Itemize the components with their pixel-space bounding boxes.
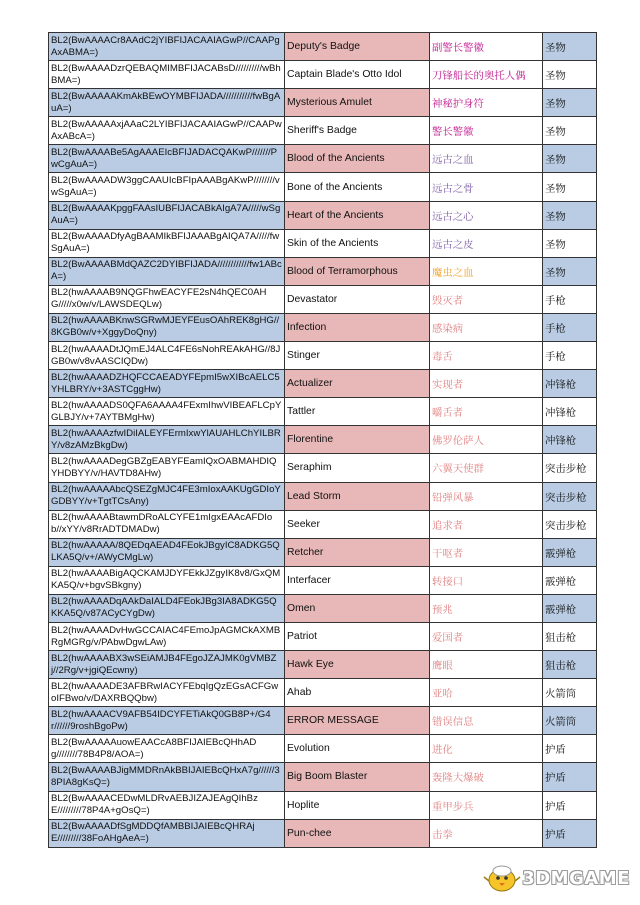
table-row [49, 735, 597, 763]
type-cell: 圣物 [543, 257, 597, 285]
name-cell: Tattler [285, 398, 430, 426]
chinese-name-cell: 追求者 [430, 510, 543, 538]
name-cell: Deputy's Badge [285, 33, 430, 61]
chinese-name-cell: 神秘护身符 [430, 89, 543, 117]
chinese-name-cell: 远古之血 [430, 145, 543, 173]
name-cell: Heart of the Ancients [285, 201, 430, 229]
table-row [49, 257, 597, 285]
chinese-name-cell: 毒舌 [430, 342, 543, 370]
code-cell: BL2(hwAAAADqAAkDaIALD4FEokJBg3IA8ADKG5QKKA5Q/v87ACyCYgDw) [49, 594, 285, 622]
chinese-name-cell: 预兆 [430, 594, 543, 622]
table-row [49, 61, 597, 89]
type-cell: 冲锋枪 [543, 426, 597, 454]
table-row [49, 594, 597, 622]
name-cell: Evolution [285, 735, 430, 763]
type-cell: 手枪 [543, 285, 597, 313]
name-cell: Hawk Eye [285, 651, 430, 679]
chinese-name-cell: 击拳 [430, 819, 543, 847]
code-cell: BL2(BwAAAABe5AgAAAEIcBFIJADACQAKwP///////PwCgAuA=) [49, 145, 285, 173]
type-cell: 护盾 [543, 735, 597, 763]
name-cell: Patriot [285, 622, 430, 650]
code-cell: BL2(BwAAAADfyAgBAAMIkBFIJAAABgAIQA7A/////fwSgAuA=) [49, 229, 285, 257]
name-cell: Big Boom Blaster [285, 763, 430, 791]
type-cell: 狙击枪 [543, 622, 597, 650]
type-cell: 圣物 [543, 89, 597, 117]
chinese-name-cell: 远古之骨 [430, 173, 543, 201]
name-cell: Infection [285, 313, 430, 341]
name-cell: Seraphim [285, 454, 430, 482]
table-row [49, 679, 597, 707]
chinese-name-cell: 远古之皮 [430, 229, 543, 257]
table-row [49, 510, 597, 538]
chinese-name-cell: 亚哈 [430, 679, 543, 707]
code-cell: BL2(BwAAAADW3ggCAAUIcBFIpAAABgAKwP////////vwSgAuA=) [49, 173, 285, 201]
table-row [49, 342, 597, 370]
code-cell: BL2(BwAAAABMdQAZC2DYIBFIJADA////////////fw1ABcA=) [49, 257, 285, 285]
code-cell: BL2(BwAAAADzrQEBAQMIMBFIJACABsD//////////wBhBMA=) [49, 61, 285, 89]
type-cell: 圣物 [543, 33, 597, 61]
name-cell: Omen [285, 594, 430, 622]
table-row [49, 89, 597, 117]
type-cell: 圣物 [543, 229, 597, 257]
name-cell: Retcher [285, 538, 430, 566]
name-cell: Actualizer [285, 370, 430, 398]
chinese-name-cell: 轰隆大爆破 [430, 763, 543, 791]
code-cell: BL2(hwAAAABX3wSEiAMJB4FEgoJZAJMK0gVMBZj//2Rg/v+jgiQEcwny) [49, 651, 285, 679]
name-cell: Skin of the Ancients [285, 229, 430, 257]
name-cell: Ahab [285, 679, 430, 707]
table-row [49, 285, 597, 313]
name-cell: Pun-chee [285, 819, 430, 847]
table-row [49, 145, 597, 173]
name-cell: Devastator [285, 285, 430, 313]
table-row [49, 426, 597, 454]
name-cell: Florentine [285, 426, 430, 454]
watermark-text: 3DMGAME [522, 867, 630, 889]
chinese-name-cell: 铅弹风暴 [430, 482, 543, 510]
chinese-name-cell: 干呕者 [430, 538, 543, 566]
type-cell: 手枪 [543, 342, 597, 370]
chick-logo-icon [482, 863, 522, 893]
code-cell: BL2(hwAAAAB9NQGFhwEACYFE2sN4hQEC0AHG/////x0w/v/LAWSDEQLw) [49, 285, 285, 313]
chinese-name-cell: 六翼天使群 [430, 454, 543, 482]
code-cell: BL2(hwAAAAA/8QEDqAEAD4FEokJBgyIC8ADKG5QLKA5Q/v+/AWyCMgLw) [49, 538, 285, 566]
code-cell: BL2(BwAAAAKpggFAAsIUBFIJACABkAIgA7A/////wSgAuA=) [49, 201, 285, 229]
code-cell: BL2(hwAAAABtawmDRoALCYFE1mIgxEAAcAFDIob//xYY/v8RrADTDMADw) [49, 510, 285, 538]
name-cell: Lead Storm [285, 482, 430, 510]
chinese-name-cell: 毁灭者 [430, 285, 543, 313]
type-cell: 冲锋枪 [543, 398, 597, 426]
table-row [49, 201, 597, 229]
code-table [48, 32, 597, 848]
chinese-name-cell: 警长警徽 [430, 117, 543, 145]
code-cell: BL2(hwAAAABKnwSGRwMJEYFEusOAhREK8gHG//8KGB0w/v+XggyDoQny) [49, 313, 285, 341]
table-row [49, 398, 597, 426]
table-row [49, 229, 597, 257]
code-cell: BL2(BwAAAADfSgMDDQfAMBBIJAIEBcQHRAjE/////////38FoAHgAeA=) [49, 819, 285, 847]
type-cell: 突击步枪 [543, 454, 597, 482]
type-cell: 突击步枪 [543, 482, 597, 510]
table-row [49, 707, 597, 735]
chinese-name-cell: 错误信息 [430, 707, 543, 735]
chinese-name-cell: 佛罗伦萨人 [430, 426, 543, 454]
type-cell: 手枪 [543, 313, 597, 341]
table-row [49, 791, 597, 819]
code-table-body [49, 33, 597, 848]
code-cell: BL2(hwAAAADvHwGCCAIAC4FEmoJpAGMCkAXMBRgMGRg/v/PAbwDgwLAw) [49, 622, 285, 650]
table-row [49, 454, 597, 482]
type-cell: 护盾 [543, 819, 597, 847]
name-cell: Interfacer [285, 566, 430, 594]
chinese-name-cell: 重甲步兵 [430, 791, 543, 819]
name-cell: Bone of the Ancients [285, 173, 430, 201]
chinese-name-cell: 远古之心 [430, 201, 543, 229]
code-cell: BL2(hwAAAADZHQFCCAEADYFEpmI5wXIBcAELC5YHLBRY/v+3ASTCggHw) [49, 370, 285, 398]
type-cell: 冲锋枪 [543, 370, 597, 398]
chinese-name-cell: 刀锋船长的奥托人偶 [430, 61, 543, 89]
code-cell: BL2(BwAAAAAKmAkBEwOYMBFIJADA///////////fwBgAuA=) [49, 89, 285, 117]
code-cell: BL2(BwAAAACr8AAdC2jYIBFIJACAAIAGwP//CAAPgAxABMA=) [49, 33, 285, 61]
code-cell: BL2(hwAAAAAbcQSEZgMJC4FE3mIoxAAKUgGDIoYGDBYY/v+TgtTCsAny) [49, 482, 285, 510]
table-row [49, 819, 597, 847]
type-cell: 突击步枪 [543, 510, 597, 538]
type-cell: 圣物 [543, 61, 597, 89]
name-cell: Blood of Terramorphous [285, 257, 430, 285]
table-row [49, 651, 597, 679]
type-cell: 霰弹枪 [543, 566, 597, 594]
table-row [49, 313, 597, 341]
type-cell: 火箭筒 [543, 679, 597, 707]
chinese-name-cell: 嚼舌者 [430, 398, 543, 426]
type-cell: 护盾 [543, 763, 597, 791]
code-cell: BL2(BwAAAABJigMMDRnAkBBIJAIEBcQHxA7g//////38PIA8gKsQ=) [49, 763, 285, 791]
name-cell: Mysterious Amulet [285, 89, 430, 117]
code-cell: BL2(hwAAAAzfwIDiIALEYFErmIxwYlAUAHLChYILBRY/v8zAMzBkgDw) [49, 426, 285, 454]
chinese-name-cell: 魔虫之血 [430, 257, 543, 285]
code-cell: BL2(hwAAAADtJQmEJ4ALC4FE6sNohREAkAHG//8JGB0w/v8vAASCIQDw) [49, 342, 285, 370]
type-cell: 霰弹枪 [543, 594, 597, 622]
code-cell: BL2(hwAAAADS0QFA6AAAA4FExmIhwVIBEAFLCpYGLBJY/v+7AYTBMgHw) [49, 398, 285, 426]
code-cell: BL2(hwAAAADegGBZgEABYFEamIQxOABMAHDIQYHDBYY/v/HAVTD8AHw) [49, 454, 285, 482]
code-cell: BL2(BwAAAAAuowEAACcA8BFIJAIEBcQHhADg////////78B4P8/AOA=) [49, 735, 285, 763]
table-row [49, 763, 597, 791]
name-cell: Sheriff's Badge [285, 117, 430, 145]
code-cell: BL2(BwAAAACEDwMLDRvAEBJIZAJEAgQIhBzE/////////78P4A+gOsQ=) [49, 791, 285, 819]
watermark [482, 863, 630, 893]
type-cell: 圣物 [543, 201, 597, 229]
name-cell: Blood of the Ancients [285, 145, 430, 173]
table-row [49, 482, 597, 510]
table-row [49, 33, 597, 61]
chinese-name-cell: 副警长警徽 [430, 33, 543, 61]
type-cell: 护盾 [543, 791, 597, 819]
name-cell: Hoplite [285, 791, 430, 819]
name-cell: ERROR MESSAGE [285, 707, 430, 735]
code-cell: BL2(hwAAAADE3AFBRwIACYFEbqIgQzEGsACFGwoIFBwo/v/DAXRBQQbw) [49, 679, 285, 707]
chinese-name-cell: 转接口 [430, 566, 543, 594]
type-cell: 狙击枪 [543, 651, 597, 679]
type-cell: 火箭筒 [543, 707, 597, 735]
type-cell: 圣物 [543, 117, 597, 145]
name-cell: Captain Blade's Otto Idol [285, 61, 430, 89]
chinese-name-cell: 实现者 [430, 370, 543, 398]
chinese-name-cell: 感染病 [430, 313, 543, 341]
table-row [49, 370, 597, 398]
name-cell: Seeker [285, 510, 430, 538]
code-cell: BL2(BwAAAAAxjAAaC2LYIBFIJACAAIAGwP//CAAPwAxABcA=) [49, 117, 285, 145]
chinese-name-cell: 鹰眼 [430, 651, 543, 679]
type-cell: 圣物 [543, 145, 597, 173]
table-row [49, 538, 597, 566]
code-cell: BL2(hwAAAACV9AFB54IDCYFETiAkQ0GB8P+/G4r//////9roshBgoPw) [49, 707, 285, 735]
table-row [49, 622, 597, 650]
table-row [49, 173, 597, 201]
name-cell: Stinger [285, 342, 430, 370]
type-cell: 圣物 [543, 173, 597, 201]
table-row [49, 566, 597, 594]
chinese-name-cell: 进化 [430, 735, 543, 763]
code-cell: BL2(hwAAAABigAQCKAMJDYFEkkJZgyIK8v8/GxQMKA5Q/v+bgvSBkgny) [49, 566, 285, 594]
type-cell: 霰弹枪 [543, 538, 597, 566]
table-row [49, 117, 597, 145]
chinese-name-cell: 爱国者 [430, 622, 543, 650]
